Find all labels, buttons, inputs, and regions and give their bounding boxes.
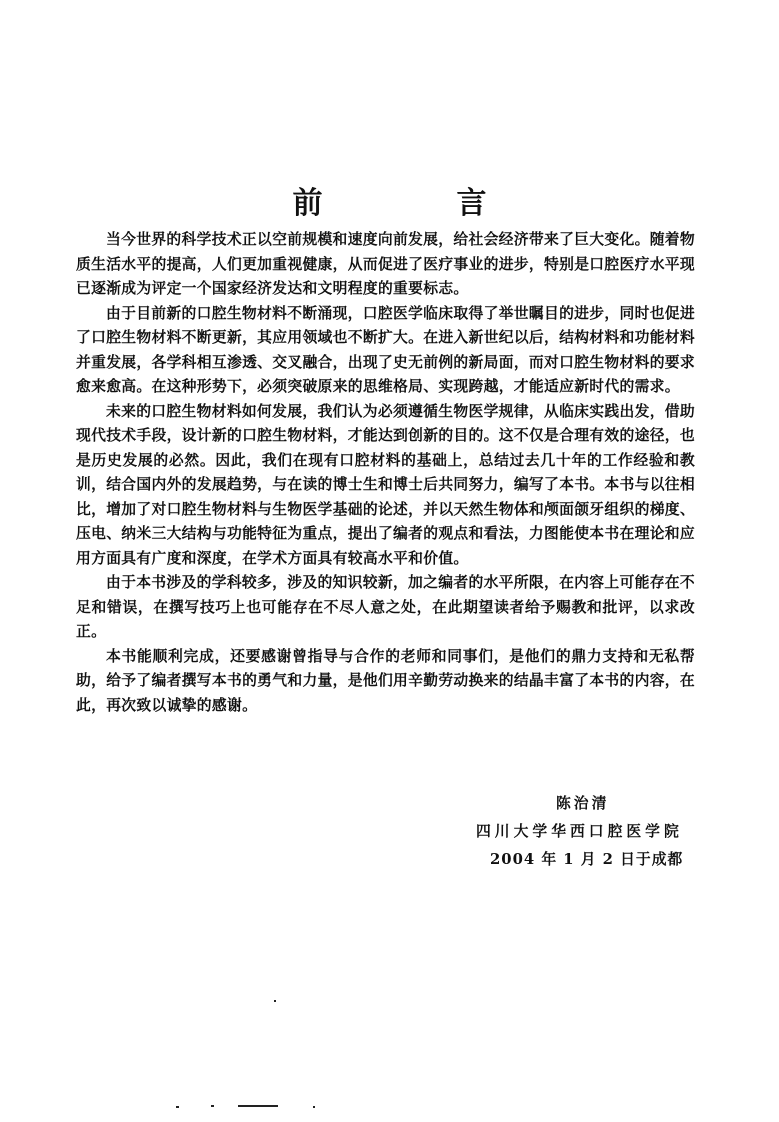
author-name: 陈治清 [556, 795, 610, 812]
page-title: 前 言 [292, 186, 539, 221]
paragraph: 由于目前新的口腔生物材料不断涌现，口腔医学临床取得了举世瞩目的进步，同时也促进了口腔生物材料不断更新，其应用领域也不断扩大。在进入新世纪以后，结构材料和功能材料并重发展，各学科相互渗透、交叉融合，出现了史无前例的新局面，而对口腔生物材料的要求愈来愈高。在这种形势下，必须突破原来的思维格局、实现跨越，才能适应新时代的需求。 [76, 304, 695, 395]
scan-speck [313, 1106, 315, 1108]
paragraph: 由于本书涉及的学科较多，涉及的知识较新，加之编者的水平所限，在内容上可能存在不足和错误，在撰写技巧上也可能存在不尽人意之处，在此期望读者给予赐教和批评，以求改正。 [76, 574, 695, 640]
preface-body [76, 228, 695, 718]
scan-speck [238, 1105, 278, 1107]
paragraph: 本书能顺利完成，还要感谢曾指导与合作的老师和同事们，是他们的鼎力支持和无私帮助，给予了编者撰写本书的勇气和力量，是他们用辛勤劳动换来的结晶丰富了本书的内容，在此，再次致以诚挚的感谢。 [76, 647, 695, 714]
scan-speck [211, 1105, 214, 1107]
paragraph: 未来的口腔生物材料如何发展，我们认为必须遵循生物医学规律，从临床实践出发，借助现代技术手段，设计新的口腔生物材料，才能达到创新的目的。这不仅是合理有效的途径，也是历史发展的必然。因此，我们在现有口腔材料的基础上，总结过去几十年的工作经验和教训，结合国内外的发展趋势，与在读的博士生和博士后共同努力，编写了本书。本书与以往相比，增加了对口腔生物材料与生物医学基础的论述，并以天然生物体和颅面颌牙组织的梯度、压电、纳米三大结构与功能特征为重点，提出了编者的观点和看法，力图能使本书在理论和应用方面具有广度和深度，在学术方面具有较高水平和价值。 [76, 402, 695, 567]
scan-speck [274, 1000, 276, 1002]
signature-date: 2004 年 1 月 2 日于成都 [490, 851, 684, 868]
paragraph: 当今世界的科学技术正以空前规模和速度向前发展，给社会经济带来了巨大变化。随着物质生活水平的提高，人们更加重视健康，从而促进了医疗事业的进步，特别是口腔医疗水平现已逐渐成为评定一个国家经济发达和文明程度的重要标志。 [76, 231, 695, 297]
scan-speck [176, 1106, 179, 1108]
author-institution: 四川大学华西口腔医学院 [476, 823, 683, 840]
